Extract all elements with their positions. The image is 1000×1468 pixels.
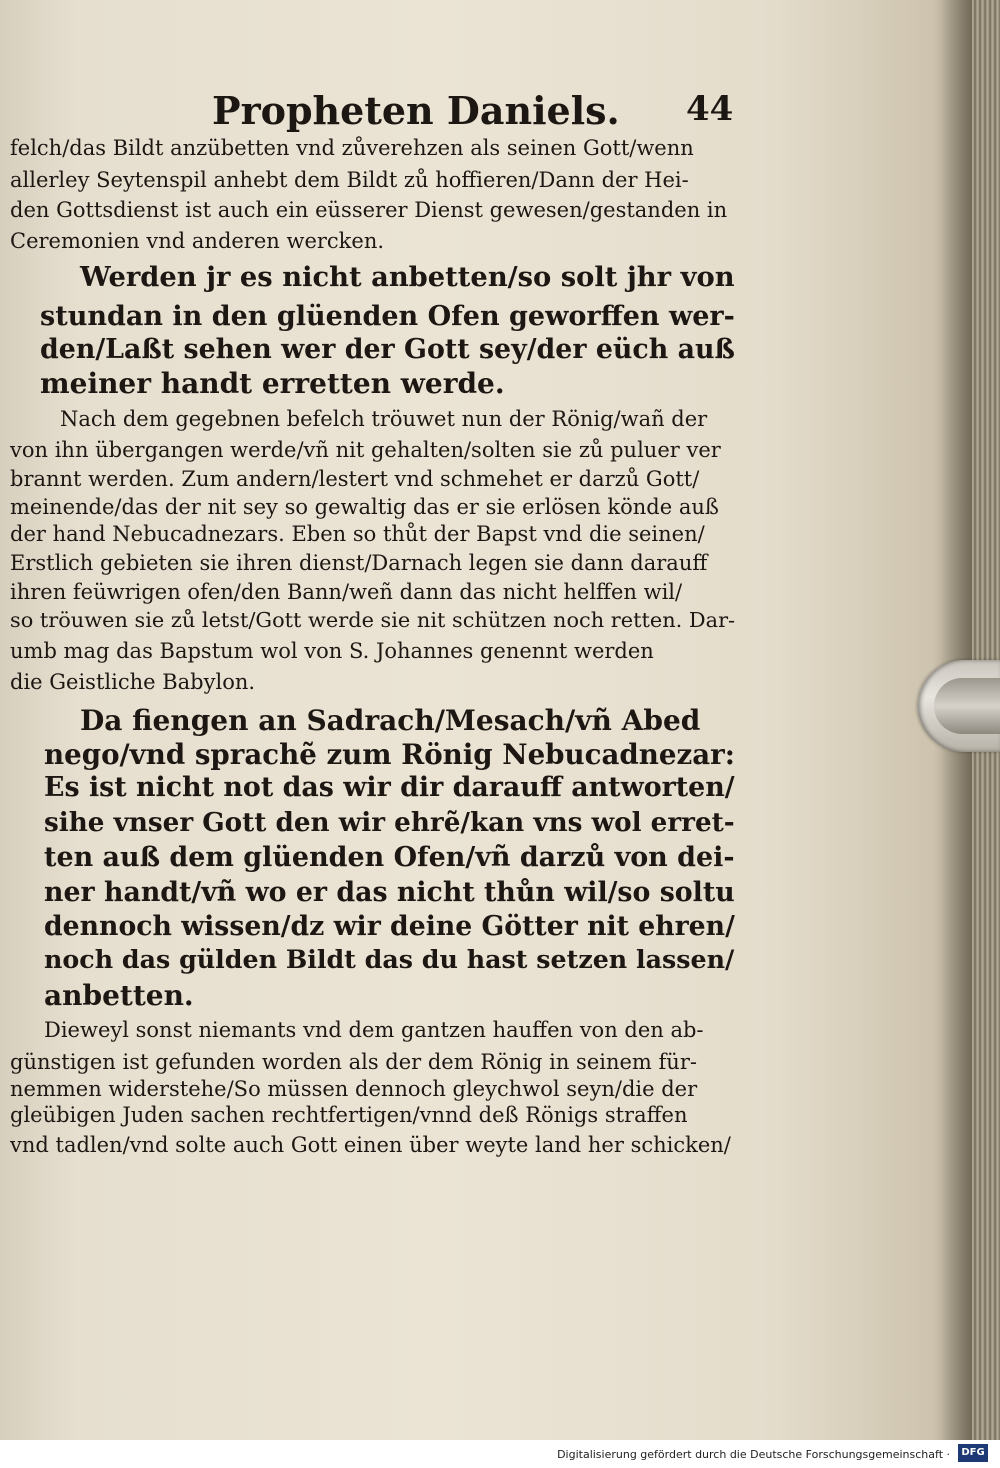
commentary-line: nemmen widerstehe/So müssen dennoch gleychwol seyn/die der [10,1077,698,1101]
commentary-line: Nach dem gegebnen befelch tröuwet nun der Rönig/wañ der [60,407,708,431]
scripture-line: stundan in den glüenden Ofen geworffen wer- [40,301,735,332]
scripture-line: Da fiengen an Sadrach/Mesach/vñ Abed [80,704,701,737]
commentary-line: Erstlich gebieten sie ihren dienst/Darnach legen sie dann darauff [10,551,708,575]
book-clamp-inner [934,678,1000,734]
funding-credit: Digitalisierung gefördert durch die Deutsche Forschungsgemeinschaft · [557,1448,950,1461]
commentary-line: allerley Seytenspil anhebt dem Bildt zů hoffieren/Dann der Hei- [10,168,689,192]
book-clamp [918,660,1000,752]
page-number: 44 [686,89,734,129]
commentary-line: den Gottsdienst ist auch ein eüsserer Dienst gewesen/gestanden in [10,198,728,222]
scripture-line: meiner handt erretten werde. [40,367,505,400]
commentary-line: umb mag das Bapstum wol von S. Johannes genennt werden [10,639,654,663]
running-head: Propheten Daniels. [212,88,620,133]
scripture-line: ten auß dem glüenden Ofen/vñ darzů von dei- [44,842,735,873]
scripture-line: Werden jr es nicht anbetten/so solt jhr von [80,261,735,293]
commentary-line: ihren feüwrigen ofen/den Bann/weñ dann das nicht helffen wil/ [10,580,683,604]
commentary-line: felch/das Bildt anzübetten vnd zůverehzen als seinen Gott/wenn [10,136,694,160]
commentary-line: Ceremonien vnd anderen wercken. [10,229,385,253]
commentary-line: von ihn übergangen werde/vñ nit gehalten/solten sie zů puluer ver [10,438,721,462]
scripture-line: nego/vnd sprachẽ zum Rönig Nebucadnezar: [44,738,735,771]
commentary-line: vnd tadlen/vnd solte auch Gott einen über weyte land her schicken/ [10,1133,731,1157]
commentary-line: so tröuwen sie zů letst/Gott werde sie nit schützen noch retten. Dar- [10,608,736,632]
commentary-line: die Geistliche Babylon. [10,670,256,694]
scripture-line: Es ist nicht not das wir dir darauff antworten/ [44,772,735,803]
commentary-line: gleübigen Juden sachen rechtfertigen/vnnd deß Rönigs straffen [10,1103,688,1127]
scripture-line: anbetten. [44,979,194,1012]
commentary-line: günstigen ist gefunden worden als der dem Rönig in seinem für- [10,1050,697,1074]
commentary-line: Dieweyl sonst niemants vnd dem gantzen hauffen von den ab- [44,1018,704,1042]
scripture-line: den/Laßt sehen wer der Gott sey/der eüch auß [40,334,735,365]
dfg-logo: DFG [958,1444,988,1462]
scripture-line: ner handt/vñ wo er das nicht thůn wil/so soltu [44,877,735,908]
commentary-line: der hand Nebucadnezars. Eben so thůt der Bapst vnd die seinen/ [10,522,705,546]
scripture-line: noch das gülden Bildt das du hast setzen lassen/ [44,944,735,974]
commentary-line: brannt werden. Zum andern/lestert vnd schmehet er darzů Gott/ [10,467,700,491]
scripture-line: dennoch wissen/dz wir deine Götter nit ehren/ [44,911,735,942]
scripture-line: sihe vnser Gott den wir ehrẽ/kan vns wol erret- [44,807,735,838]
commentary-line: meinende/das der nit sey so gewaltig das er sie erlösen könde auß [10,495,719,519]
